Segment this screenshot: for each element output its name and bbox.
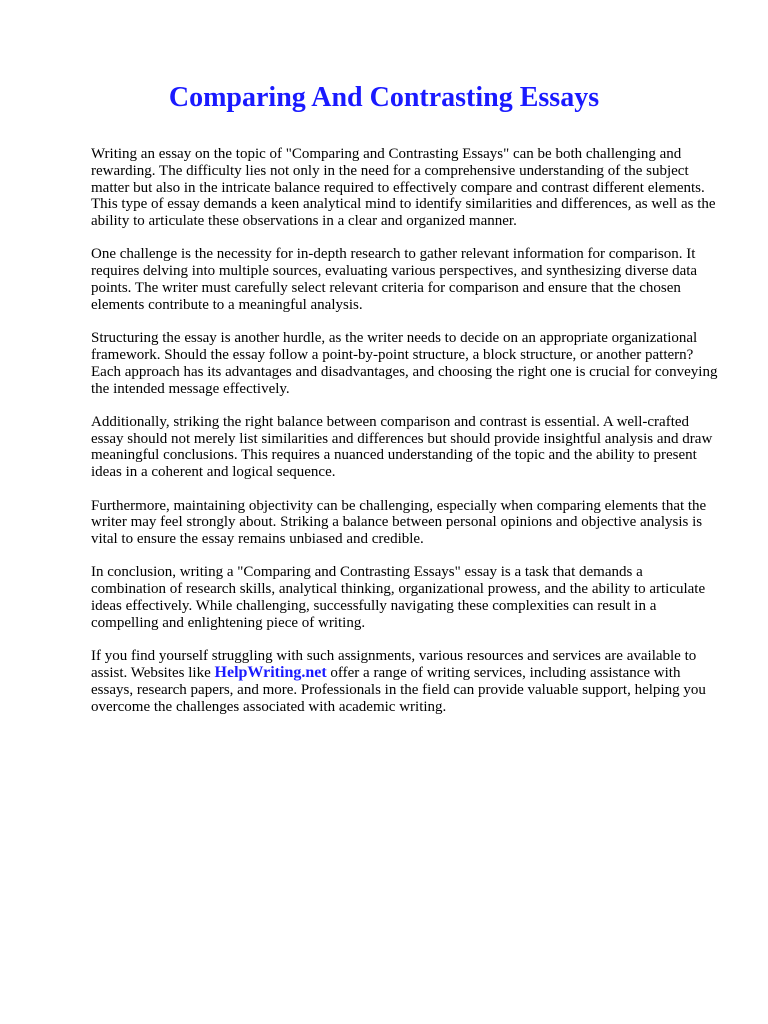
helpwriting-link[interactable]: HelpWriting.net (214, 663, 327, 681)
paragraph-structure: Structuring the essay is another hurdle, as the writer needs to decide on an appropriate organizational framework. Should the essay follow a point-by-point structure, a block structure, or another pattern? Each approach has its advantages and disadvantages, and choosing the right one is crucial for conveying the intended message effectively. (91, 330, 718, 397)
resources-text-before-link: If you find yourself struggling with such assignments, various resources and services are available to assist. Websites like (91, 648, 697, 681)
paragraph-intro: Writing an essay on the topic of "Comparing and Contrasting Essays" can be both challenging and rewarding. The difficulty lies not only in the need for a comprehensive understanding of the subject matter but also in the intricate balance required to effectively compare and contrast different elements. This type of essay demands a keen analytical mind to identify similarities and differences, as well as the ability to articulate these observations in a clear and organized manner. (91, 146, 716, 230)
paragraph-research: One challenge is the necessity for in-depth research to gather relevant information for comparison. It requires delving into multiple sources, evaluating various perspectives, and synthesizing diverse data points. The writer must carefully select relevant criteria for comparison and ensure that the chosen elements contribute to a meaningful analysis. (91, 246, 698, 313)
page-title: Comparing And Contrasting Essays (168, 82, 600, 113)
document-body (91, 146, 719, 732)
paragraph-conclusion: In conclusion, writing a "Comparing and Contrasting Essays" essay is a task that demands a combination of research skills, analytical thinking, organizational prowess, and the ability to articulate ideas effectively. While challenging, successfully navigating these complexities can result in a compelling and enlightening piece of writing. (91, 564, 706, 631)
paragraph-objectivity: Furthermore, maintaining objectivity can be challenging, especially when comparing elements that the writer may feel strongly about. Striking a balance between personal opinions and objective analysis is vital to ensure the essay remains unbiased and credible. (91, 497, 707, 548)
paragraph-resources (91, 648, 719, 715)
resources-text-after-link: offer a range of writing services, including assistance with essays, research papers, and more. Professionals in the field can provide valuable support, helping you overcome the challenges associated with academic writing. (91, 664, 706, 715)
paragraph-balance: Additionally, striking the right balance between comparison and contrast is essential. A well-crafted essay should not merely list similarities and differences but should provide insightful analysis and draw meaningful conclusions. This requires a nuanced understanding of the topic and the ability to present ideas in a coherent and logical sequence. (91, 413, 713, 481)
